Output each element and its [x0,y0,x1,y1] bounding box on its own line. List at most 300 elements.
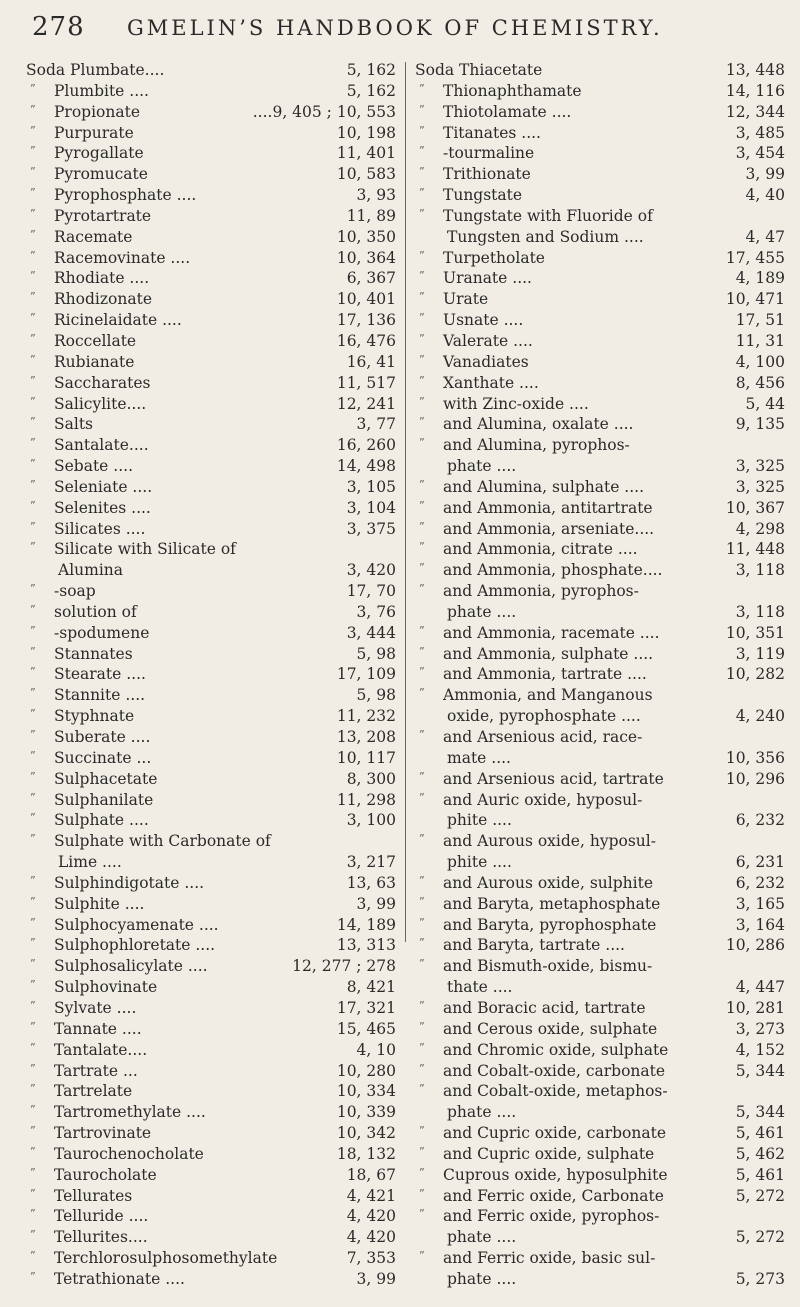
volume-page-ref: 3, 93 [356,186,396,205]
entry-text: and Ammonia, phosphate.... [443,561,663,580]
index-entry [415,1227,785,1248]
entry-text: phate .... [447,1103,517,1122]
volume-page-ref: 10, 339 [336,1103,396,1122]
volume-page-ref: 17, 455 [725,248,785,267]
entry-text: -tourmaline [443,144,535,163]
entry-text: Alumina [58,561,124,580]
volume-page-ref: 3, 217 [346,853,396,872]
index-entry [26,1165,396,1186]
entry-text: Saccharates [54,373,151,392]
entry-text: Santalate.... [54,436,149,455]
entry-text: Thionaphthamate [443,81,582,100]
entry-text: Soda Thiacetate [415,61,543,79]
index-entry [26,1040,396,1061]
ditto-mark: ” [419,1061,425,1075]
entry-text: Tellurates [54,1186,133,1205]
index-entry [415,644,785,665]
index-entry [415,1061,785,1082]
ditto-mark: ” [419,1249,425,1263]
index-entry [415,1019,785,1040]
volume-page-ref: 3, 444 [346,623,396,642]
index-entry [26,810,396,831]
entry-text: Turpetholate [443,248,545,267]
ditto-mark: ” [419,394,425,408]
index-entry [26,977,396,998]
volume-page-ref: 4, 189 [735,269,785,288]
ditto-mark: ” [419,540,425,554]
ditto-mark: ” [419,998,425,1012]
ditto-mark: ” [30,1249,36,1263]
volume-page-ref: 10, 356 [725,748,785,767]
entry-text: and Auric oxide, hyposul- [443,790,643,809]
index-entry [415,102,785,123]
ditto-mark: ” [419,123,425,137]
ditto-mark: ” [30,602,36,616]
ditto-mark: ” [419,373,425,387]
entry-text: Styphnate [54,707,135,726]
ditto-mark: ” [30,582,36,596]
index-entry [26,352,396,373]
index-entry [415,1269,785,1290]
volume-page-ref: 5, 273 [735,1269,785,1288]
index-entry [415,289,785,310]
ditto-mark: ” [30,123,36,137]
ditto-mark: ” [30,873,36,887]
ditto-mark: ” [30,206,36,220]
index-entry [415,1123,785,1144]
index-entry [26,248,396,269]
ditto-mark: ” [419,1144,425,1158]
index-entry [415,581,785,602]
ditto-mark: ” [30,728,36,741]
entry-text: Tungsten and Sodium .... [447,227,644,246]
entry-text: and Ammonia, citrate .... [443,540,638,559]
volume-page-ref: 4, 10 [356,1040,396,1059]
page-header [32,12,772,52]
volume-page-ref: 3, 485 [735,123,785,142]
entry-text: and Baryta, tartrate .... [443,936,625,955]
ditto-mark: ” [30,1040,36,1054]
volume-page-ref: 15, 465 [336,1019,396,1038]
volume-page-ref: 4, 421 [346,1186,396,1205]
index-entry [26,581,396,602]
volume-page-ref: 16, 260 [336,436,396,455]
index-entry [26,123,396,144]
index-entry [26,602,396,623]
ditto-mark: ” [419,1019,425,1033]
index-entry [415,81,785,102]
index-entry [415,435,785,456]
volume-page-ref: 6, 231 [735,853,785,872]
index-entry [415,456,785,477]
index-entry [415,748,785,769]
entry-text: Tetrathionate .... [54,1269,185,1288]
entry-text: Vanadiates [443,352,529,371]
index-entry [415,1040,785,1061]
entry-text: Selenites .... [54,498,151,517]
entry-text: Succinate ... [54,748,152,767]
volume-page-ref: 10, 286 [725,936,785,955]
index-entry [26,727,396,748]
volume-page-ref: 9, 135 [735,415,785,434]
entry-text: Ammonia, and Manganous [443,686,653,705]
volume-page-ref: 3, 118 [735,602,785,621]
volume-page-ref: 6, 232 [735,873,785,892]
entry-text: and Ammonia, racemate .... [443,623,660,642]
index-entry [415,831,785,852]
index-entry [415,310,785,331]
entry-text: Salicylite.... [54,394,147,413]
index-entry [26,1081,396,1102]
volume-page-ref: 10, 342 [336,1124,396,1143]
ditto-mark: ” [30,707,36,721]
entry-text: Stearate .... [54,665,146,684]
index-entry [26,185,396,206]
index-entry [26,498,396,519]
volume-page-ref: 5, 272 [735,1186,785,1205]
volume-page-ref: 4, 240 [735,707,785,726]
ditto-mark: ” [419,686,425,700]
volume-page-ref: 5, 162 [346,81,396,100]
index-entry [26,623,396,644]
entry-text: Tungstate [443,186,523,205]
index-entry [415,935,785,956]
ditto-mark: ” [419,331,425,345]
volume-page-ref: 3, 99 [745,165,785,184]
entry-text: Tannate .... [54,1019,142,1038]
volume-page-ref: 10, 367 [725,498,785,517]
volume-page-ref: 5, 98 [356,644,396,663]
entry-text: Suberate .... [54,728,151,746]
volume-page-ref: 4, 447 [735,978,785,997]
entry-text: thate .... [447,978,513,997]
entry-text: and Ammonia, pyrophos- [443,582,639,601]
index-entry [26,539,396,560]
volume-page-ref: 10, 350 [336,227,396,246]
volume-page-ref: 12, 344 [725,102,785,121]
volume-page-ref: 10, 583 [336,165,396,184]
entry-text: Sylvate .... [54,998,137,1017]
entry-text: Sulphosalicylate .... [54,957,208,976]
entry-text: Sulphovinate [54,978,158,997]
volume-page-ref: 3, 273 [735,1019,785,1038]
index-entry [26,935,396,956]
volume-page-ref: 11, 89 [346,206,396,225]
entry-text: Ricinelaidate .... [54,311,182,330]
entry-text: and Ammonia, arseniate.... [443,519,655,538]
entry-text: and Cobalt-oxide, metaphos- [443,1082,668,1101]
index-entry [26,1019,396,1040]
ditto-mark: ” [30,165,36,179]
index-entry [26,519,396,540]
ditto-mark: ” [30,352,36,366]
entry-text: and Ammonia, tartrate .... [443,665,647,684]
index-entry [415,664,785,685]
volume-page-ref: 11, 448 [725,540,785,559]
ditto-mark: ” [30,915,36,929]
volume-page-ref: 3, 420 [346,561,396,580]
entry-text: Xanthate .... [443,373,539,392]
index-entry [415,956,785,977]
volume-page-ref: 5, 44 [745,394,785,413]
entry-text: and Cerous oxide, sulphate [443,1019,658,1038]
index-entry [415,769,785,790]
index-entry [415,60,785,81]
ditto-mark: ” [30,1124,36,1138]
ditto-mark: ” [30,1061,36,1075]
volume-page-ref: ....9, 405 ; 10, 553 [252,102,396,121]
index-entry [415,373,785,394]
volume-page-ref: 11, 232 [336,707,396,726]
ditto-mark: ” [30,686,36,700]
index-entry [26,998,396,1019]
entry-text: Rhodiate .... [54,269,150,288]
entry-text: Tartrovinate [54,1124,152,1143]
ditto-mark: ” [419,311,425,325]
ditto-mark: ” [419,206,425,220]
ditto-mark: ” [30,811,36,825]
volume-page-ref: 17, 136 [336,311,396,330]
entry-text: Sulphophloretate .... [54,936,216,955]
index-entry [26,769,396,790]
ditto-mark: ” [30,373,36,387]
running-title: GMELIN’S HANDBOOK OF CHEMISTRY. [127,16,663,40]
ditto-mark: ” [30,477,36,491]
index-entry [26,373,396,394]
volume-page-ref: 10, 471 [725,290,785,309]
entry-text: and Alumina, pyrophos- [443,436,630,455]
ditto-mark: ” [419,1082,425,1096]
entry-text: Roccellate [54,331,137,350]
ditto-mark: ” [30,540,36,554]
index-entry [26,1061,396,1082]
ditto-mark: ” [30,144,36,158]
ditto-mark: ” [419,519,425,533]
ditto-mark: ” [30,936,36,950]
volume-page-ref: 4, 420 [346,1207,396,1226]
index-entry [415,1206,785,1227]
volume-page-ref: 3, 76 [356,602,396,621]
volume-page-ref: 14, 116 [725,81,785,100]
volume-page-ref: 5, 272 [735,1228,785,1247]
ditto-mark: ” [419,582,425,596]
ditto-mark: ” [419,915,425,929]
index-entry [415,623,785,644]
index-entry [415,977,785,998]
index-entry [26,1248,396,1269]
index-entry [26,268,396,289]
index-entry [26,685,396,706]
entry-text: Tartrate ... [54,1061,138,1080]
index-entry [415,185,785,206]
index-entry [26,894,396,915]
ditto-mark: ” [30,1019,36,1033]
entry-text: and Arsenious acid, tartrate [443,769,664,788]
index-entry [415,352,785,373]
ditto-mark: ” [30,894,36,908]
entry-text: Seleniate .... [54,477,153,496]
entry-text: Stannates [54,644,133,663]
ditto-mark: ” [419,102,425,116]
entry-text: Silicate with Silicate of [54,540,236,559]
entry-text: Sulphate .... [54,811,149,830]
ditto-mark: ” [30,519,36,533]
index-entry [26,1102,396,1123]
entry-text: phite .... [447,811,512,830]
volume-page-ref: 4, 420 [346,1228,396,1247]
ditto-mark: ” [419,665,425,679]
index-entry [415,852,785,873]
ditto-mark: ” [419,352,425,366]
volume-page-ref: 6, 367 [346,269,396,288]
ditto-mark: ” [419,1186,425,1200]
ditto-mark: ” [30,1144,36,1158]
volume-page-ref: 17, 51 [735,311,785,330]
ditto-mark: ” [419,957,425,971]
ditto-mark: ” [30,978,36,992]
index-entry [26,1144,396,1165]
volume-page-ref: 13, 448 [725,61,785,79]
volume-page-ref: 3, 105 [346,477,396,496]
ditto-mark: ” [419,290,425,304]
entry-text: Salts [54,415,93,434]
volume-page-ref: 11, 298 [336,790,396,809]
entry-text: and Arsenious acid, race- [443,728,643,746]
index-entry [415,873,785,894]
index-entry [26,873,396,894]
entry-text: Tellurites.... [54,1228,148,1247]
entry-text: and Ammonia, antitartrate [443,498,653,517]
ditto-mark: ” [30,623,36,637]
ditto-mark: ” [30,498,36,512]
entry-text: and Alumina, oxalate .... [443,415,634,434]
ditto-mark: ” [419,790,425,804]
volume-page-ref: 8, 300 [346,769,396,788]
index-entry [26,1186,396,1207]
volume-page-ref: 18, 67 [346,1165,396,1184]
index-entry [415,560,785,581]
entry-text: Tartromethylate .... [54,1103,206,1122]
volume-page-ref: 5, 162 [346,61,396,79]
entry-text: Tantalate.... [54,1040,148,1059]
index-entry [26,664,396,685]
entry-text: Taurochenocholate [54,1144,204,1163]
index-entry [415,268,785,289]
index-entry [415,915,785,936]
volume-page-ref: 3, 119 [735,644,785,663]
ditto-mark: ” [30,1103,36,1117]
entry-text: Terchlorosulphosomethylate [54,1249,278,1268]
index-entry [415,1102,785,1123]
index-entry [26,915,396,936]
index-entry [415,685,785,706]
entry-text: Plumbite .... [54,81,149,100]
volume-page-ref: 3, 164 [735,915,785,934]
index-entry [415,498,785,519]
entry-text: Cuprous oxide, hyposulphite [443,1165,668,1184]
entry-text: Sulphanilate [54,790,154,809]
column-divider [405,62,406,942]
ditto-mark: ” [30,1228,36,1242]
ditto-mark: ” [30,644,36,658]
entry-text: Uranate .... [443,269,532,288]
volume-page-ref: 16, 476 [336,331,396,350]
index-entry [26,310,396,331]
entry-text: and Chromic oxide, sulphate [443,1040,669,1059]
volume-page-ref: 4, 40 [745,186,785,205]
volume-page-ref: 11, 517 [336,373,396,392]
index-entry [26,289,396,310]
ditto-mark: ” [419,498,425,512]
index-entry [415,206,785,227]
ditto-mark: ” [419,873,425,887]
index-entry [415,602,785,623]
ditto-mark: ” [30,748,36,762]
ditto-mark: ” [30,1082,36,1096]
ditto-mark: ” [419,269,425,283]
ditto-mark: ” [419,561,425,575]
ditto-mark: ” [419,248,425,262]
entry-text: Trithionate [443,165,531,184]
index-entry [415,1165,785,1186]
index-entry [26,1123,396,1144]
volume-page-ref: 3, 104 [346,498,396,517]
index-entry [26,143,396,164]
index-entry [26,852,396,873]
volume-page-ref: 10, 282 [725,665,785,684]
volume-page-ref: 3, 375 [346,519,396,538]
ditto-mark: ” [419,623,425,637]
entry-text: and Bismuth-oxide, bismu- [443,957,653,976]
ditto-mark: ” [30,269,36,283]
index-entry [415,227,785,248]
ditto-mark: ” [30,394,36,408]
ditto-mark: ” [30,769,36,783]
entry-text: Rhodizonate [54,290,152,309]
volume-page-ref: 10, 334 [336,1082,396,1101]
ditto-mark: ” [419,832,425,846]
entry-text: Pyrotartrate [54,206,152,225]
entry-text: Sebate .... [54,457,133,476]
volume-page-ref: 5, 98 [356,686,396,705]
volume-page-ref: 14, 189 [336,915,396,934]
entry-text: Silicates .... [54,519,146,538]
volume-page-ref: 3, 77 [356,415,396,434]
volume-page-ref: 5, 344 [735,1103,785,1122]
index-entry [26,790,396,811]
index-entry [415,1144,785,1165]
index-entry [415,519,785,540]
entry-text: and Alumina, sulphate .... [443,477,645,496]
volume-page-ref: 10, 296 [725,769,785,788]
ditto-mark: ” [30,957,36,971]
right-index-column [415,60,785,1290]
volume-page-ref: 11, 31 [735,331,785,350]
entry-text: Propionate [54,102,141,121]
entry-text: Lime .... [58,853,122,872]
index-entry [26,227,396,248]
index-entry [415,790,785,811]
ditto-mark: ” [30,832,36,846]
entry-text: Purpurate [54,123,134,142]
ditto-mark: ” [419,894,425,908]
volume-page-ref: 3, 99 [356,1269,396,1288]
index-entry [26,435,396,456]
volume-page-ref: 10, 401 [336,290,396,309]
index-entry [26,748,396,769]
volume-page-ref: 3, 325 [735,477,785,496]
volume-page-ref: 3, 100 [346,811,396,830]
